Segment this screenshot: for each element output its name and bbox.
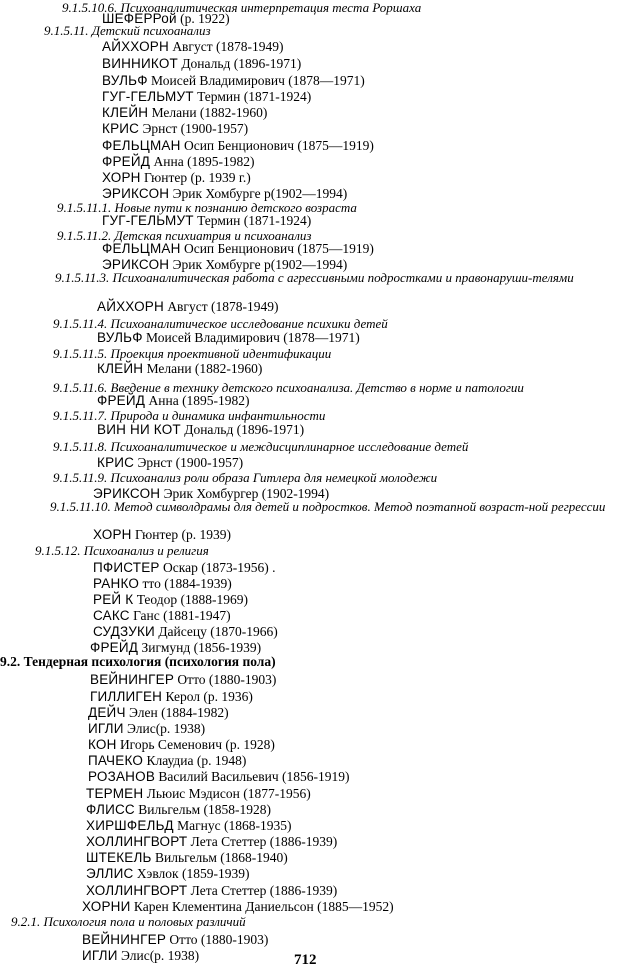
person-surname: ГУГ-ГЕЛЬМУТ xyxy=(102,213,194,228)
person-details: Эрнст (1900-1957) xyxy=(139,121,249,136)
person-details: Элис(р. 1938) xyxy=(117,948,200,963)
subsection-heading: 9.1.5.11.3. Психоаналитическая работа с агрессивными подростками и правонаруши-телями xyxy=(55,270,574,285)
subsection-heading: 9.2.1. Психология пола и половых различий xyxy=(11,914,246,929)
person-details: Клаудиа (р. 1948) xyxy=(143,753,247,768)
subsection-heading: 9.1.5.11.6. Введение в технику детского психоанализа. Детство в норме и патологии xyxy=(53,380,524,395)
subsection-heading: 9.1.5.11.8. Психоаналитическое и междисциплинарное исследование детей xyxy=(53,439,469,454)
person-details: Теодор (1888-1969) xyxy=(133,592,249,607)
person-surname: ИГЛИ xyxy=(82,948,118,963)
person-surname: КЛЕЙН xyxy=(102,105,149,120)
subsection-heading: 9.1.5.11.9. Психоанализ роли образа Гитлера для немецкой молодежи xyxy=(53,470,438,485)
person-entry xyxy=(86,834,337,850)
person-surname: ТЕРМЕН xyxy=(86,786,144,801)
person-details: Мелани (1882-1960) xyxy=(143,361,263,376)
person-entry xyxy=(82,899,394,915)
person-entry xyxy=(82,932,268,948)
section-heading: 9.2. Тендерная психология (психология пола) xyxy=(0,654,276,669)
person-surname: ФЕЛЬЦМАН xyxy=(102,138,181,153)
person-surname: ЭЛЛИС xyxy=(86,866,134,881)
person-entry xyxy=(86,818,291,834)
person-entry xyxy=(86,850,288,866)
person-details: Ганс (1881-1947) xyxy=(129,608,231,623)
person-details: Лета Стеттер (1886-1939) xyxy=(187,834,338,849)
person-surname: ВУЛЬФ xyxy=(102,73,148,88)
person-surname: ХОРНИ xyxy=(82,899,131,914)
person-details: Вильгельм (1868-1940) xyxy=(151,850,288,865)
person-surname: САКС xyxy=(93,608,130,623)
subsection-heading: 9.1.5.11.5. Проекция проективной идентификации xyxy=(53,346,332,361)
person-details: Отто (1880-1903) xyxy=(166,932,269,947)
person-entry xyxy=(102,105,267,121)
person-details: Август (1878-1949) xyxy=(168,39,284,54)
person-details: Зигмунд (1856-1939) xyxy=(138,640,262,655)
person-surname: ФЕЛЬЦМАН xyxy=(102,241,181,256)
person-details: Дональд (1896-1971) xyxy=(180,422,305,437)
person-entry xyxy=(88,737,275,753)
person-surname: РОЗАНОВ xyxy=(88,769,156,784)
person-entry xyxy=(93,592,248,608)
person-surname: КОН xyxy=(88,737,117,752)
person-entry xyxy=(97,299,278,315)
person-entry xyxy=(102,39,283,55)
person-details: Льюис Мэдисон (1877-1956) xyxy=(143,786,311,801)
person-details: Лета Стеттер (1886-1939) xyxy=(187,883,338,898)
person-entry xyxy=(88,753,246,769)
person-entry xyxy=(86,786,311,802)
person-surname: ПФИСТЕР xyxy=(93,560,160,575)
person-surname: ФРЕЙД xyxy=(97,393,146,408)
person-details: Мелани (1882-1960) xyxy=(148,105,268,120)
person-surname: ДЕЙЧ xyxy=(88,705,126,720)
person-details: Магнус (1868-1935) xyxy=(173,818,292,833)
subsection-heading: 9.1.5.11. Детский психоанализ xyxy=(44,23,211,38)
person-entry xyxy=(90,689,253,705)
person-details: Хэвлок (1859-1939) xyxy=(133,866,250,881)
person-entry xyxy=(82,948,199,964)
person-details: Дайсецу (1870-1966) xyxy=(154,624,278,639)
person-details: Гюнтер (р. 1939 г.) xyxy=(140,170,251,185)
person-surname: ФЛИСС xyxy=(86,802,135,817)
subsection-heading: 9.1.5.11.1. Новые пути к познанию детского возраста xyxy=(57,200,357,215)
person-details: Осип Бенционович (1875—1919) xyxy=(180,138,374,153)
person-surname: ВИН НИ КОТ xyxy=(97,422,181,437)
person-details: Оскар (1873-1956) . xyxy=(159,560,276,575)
person-details: Игорь Семенович (р. 1928) xyxy=(116,737,275,752)
person-surname: СУДЗУКИ xyxy=(93,624,155,639)
person-surname: ВЕЙНИНГЕР xyxy=(90,672,175,687)
person-entry xyxy=(97,455,243,471)
page-number: 712 xyxy=(294,952,317,968)
person-surname: ФРЕЙД xyxy=(90,640,139,655)
person-entry xyxy=(97,361,262,377)
person-details: Моисей Владимирович (1878—1971) xyxy=(147,73,365,88)
person-details: Вильгельм (1858-1928) xyxy=(134,802,272,817)
person-surname: ГУГ-ГЕЛЬМУТ xyxy=(102,89,194,104)
person-entry xyxy=(102,241,374,257)
person-surname: ШЕФЕРРой xyxy=(102,11,177,26)
person-surname: АЙХХОРН xyxy=(102,39,169,54)
person-details: Василий Васильевич (1856-1919) xyxy=(155,769,350,784)
person-entry xyxy=(88,769,350,785)
person-surname: ВИННИКОТ xyxy=(102,56,178,71)
person-surname: ВЕЙНИНГЕР xyxy=(82,932,167,947)
subsection-heading: 9.1.5.11.10. Метод символдрамы для детей и подростков. Метод поэтапной возраст-ной регрессии xyxy=(50,499,606,514)
person-details: Термин (1871-1924) xyxy=(193,213,312,228)
person-entry xyxy=(102,154,255,170)
person-surname: ПАЧЕКО xyxy=(88,753,144,768)
person-surname: ХОРН xyxy=(102,170,141,185)
person-entry xyxy=(102,89,311,105)
subsection-heading: 9.1.5.11.4. Психоаналитическое исследование психики детей xyxy=(53,316,388,331)
person-details: Керол (р. 1936) xyxy=(162,689,253,704)
person-entry xyxy=(86,866,249,882)
person-surname: ХОРН xyxy=(93,527,132,542)
person-entry xyxy=(93,527,231,543)
person-surname: ВУЛЬФ xyxy=(97,330,143,345)
person-entry xyxy=(90,672,276,688)
person-details: тто (1884-1939) xyxy=(139,576,232,591)
person-entry xyxy=(102,138,374,154)
person-surname: АЙХХОРН xyxy=(97,299,164,314)
person-entry xyxy=(86,802,271,818)
person-surname: КРИС xyxy=(102,121,140,136)
person-details: Анна (1895-1982) xyxy=(150,154,255,169)
person-entry xyxy=(102,170,251,186)
person-surname: ХОЛЛИНГВОРТ xyxy=(86,834,188,849)
person-details: Элен (1884-1982) xyxy=(125,705,229,720)
person-details: Гюнтер (р. 1939) xyxy=(131,527,231,542)
person-surname: ГИЛЛИГЕН xyxy=(90,689,163,704)
person-surname: КЛЕЙН xyxy=(97,361,144,376)
person-details: Моисей Владимирович (1878—1971) xyxy=(142,330,360,345)
person-entry xyxy=(102,121,248,137)
person-details: Отто (1880-1903) xyxy=(174,672,277,687)
person-details: (р. 1922) xyxy=(176,11,230,26)
person-entry xyxy=(102,56,301,72)
person-entry xyxy=(88,721,205,737)
person-surname: ЭРИКСОН xyxy=(102,257,170,272)
person-surname: ШТЕКЕЛЬ xyxy=(86,850,152,865)
person-surname: КРИС xyxy=(97,455,135,470)
person-surname: ХОЛЛИНГВОРТ xyxy=(86,883,188,898)
person-entry xyxy=(88,705,229,721)
person-details: Осип Бенционович (1875—1919) xyxy=(180,241,374,256)
person-surname: РАНКО xyxy=(93,576,140,591)
person-surname: ЭРИКСОН xyxy=(102,186,170,201)
person-surname: ИГЛИ xyxy=(88,721,124,736)
person-entry xyxy=(93,608,231,624)
person-details: Карен Клементина Даниельсон (1885—1952) xyxy=(130,899,394,914)
person-details: Элис(р. 1938) xyxy=(123,721,206,736)
person-surname: ФРЕЙД xyxy=(102,154,151,169)
person-entry xyxy=(93,576,232,592)
person-details: Дональд (1896-1971) xyxy=(177,56,302,71)
person-details: Термин (1871-1924) xyxy=(193,89,312,104)
person-entry xyxy=(97,393,250,409)
person-entry xyxy=(97,422,304,438)
person-details: Эрик Хомбурге р(1902—1994) xyxy=(169,257,348,272)
person-details: Анна (1895-1982) xyxy=(145,393,250,408)
subsection-heading: 9.1.5.12. Психоанализ и религия xyxy=(35,543,209,558)
person-details: Эрнст (1900-1957) xyxy=(134,455,244,470)
person-surname: ХИРШФЕЛЬД xyxy=(86,818,174,833)
person-details: Август (1878-1949) xyxy=(163,299,279,314)
person-entry xyxy=(97,330,360,346)
person-details: Эрик Хомбурге р(1902—1994) xyxy=(169,186,348,201)
subsection-heading: 9.1.5.11.2. Детская психиатрия и психоанализ xyxy=(57,228,312,243)
person-entry xyxy=(93,560,275,576)
person-entry xyxy=(102,213,311,229)
person-surname: ЭРИКСОН xyxy=(93,486,161,501)
person-entry xyxy=(93,624,278,640)
person-entry xyxy=(86,883,337,899)
subsection-heading: 9.1.5.11.7. Природа и динамика инфантильности xyxy=(53,408,326,423)
person-surname: РЕЙ К xyxy=(93,592,134,607)
subsection-heading: 9.1.5.10.6. Психоаналитическая интерпретация теста Роршаха xyxy=(62,0,422,15)
person-entry xyxy=(102,73,365,89)
person-details: Эрик Хомбургер (1902-1994) xyxy=(160,486,330,501)
